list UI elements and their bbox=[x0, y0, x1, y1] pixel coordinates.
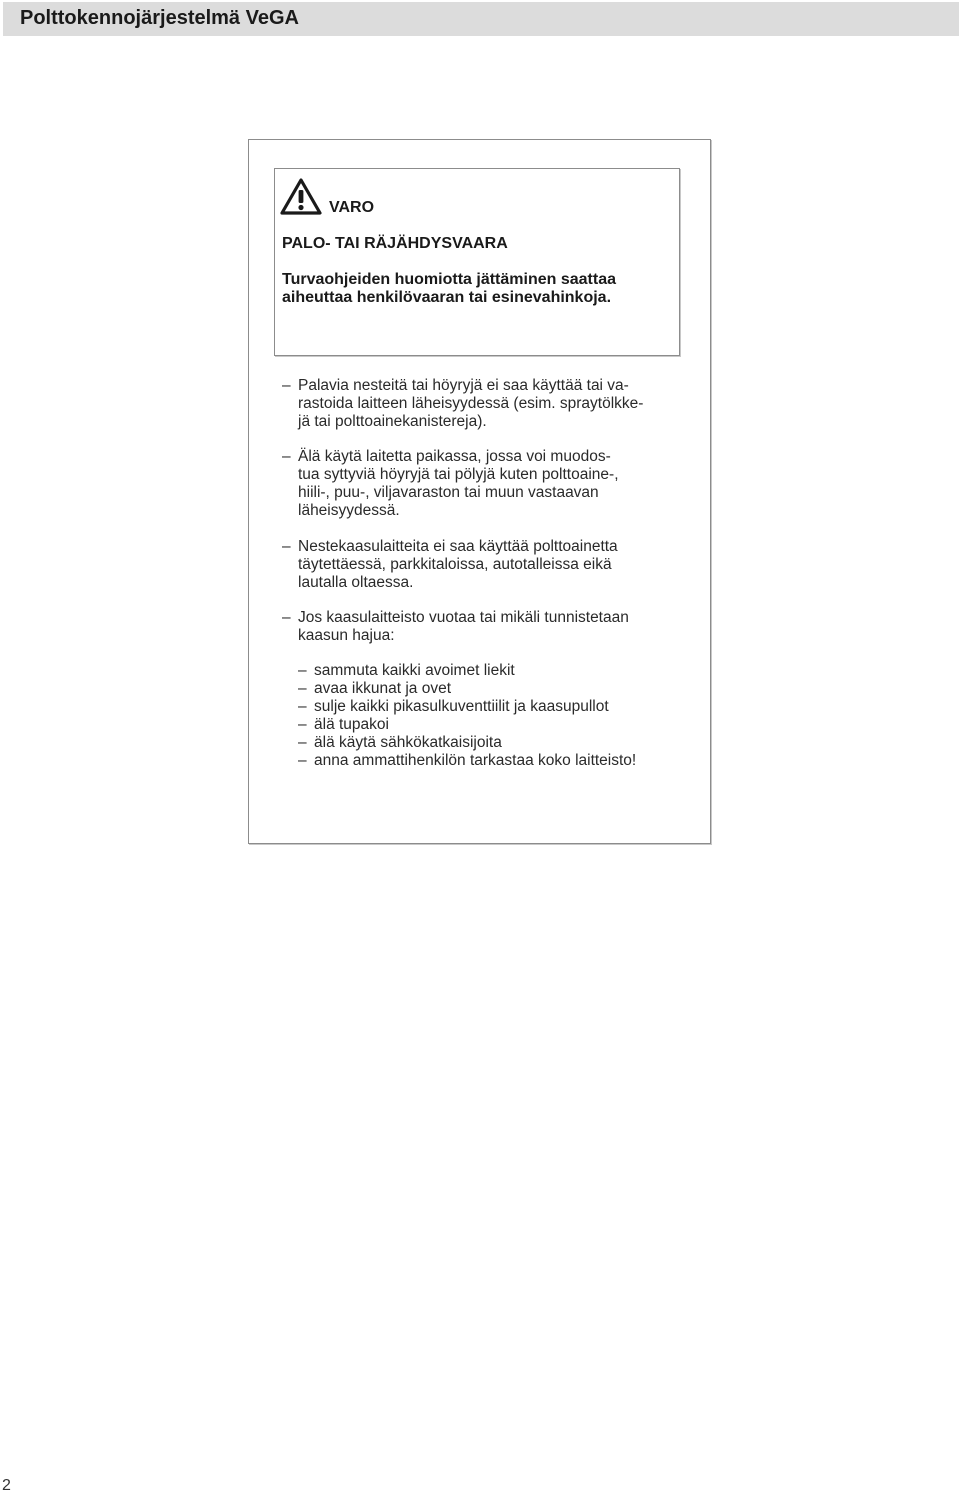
instruction-line: Nestekaasulaitteita ei saa käyttää polttoainetta bbox=[298, 538, 618, 555]
leak-step: älä tupakoi bbox=[314, 716, 389, 733]
instruction-line: lautalla oltaessa. bbox=[298, 574, 414, 591]
list-bullet: – bbox=[298, 734, 307, 751]
warning-triangle-icon bbox=[280, 178, 322, 215]
instruction-item bbox=[298, 377, 643, 431]
instruction-line: jä tai polttoainekanistereja). bbox=[298, 413, 487, 430]
list-bullet: – bbox=[282, 448, 291, 465]
page-number: 2 bbox=[2, 1477, 11, 1494]
instruction-line: Älä käytä laitetta paikassa, jossa voi muodos- bbox=[298, 448, 611, 465]
instruction-line: hiili-, puu-, viljavaraston tai muun vastaavan bbox=[298, 484, 599, 501]
list-bullet: – bbox=[298, 698, 307, 715]
hazard-title: PALO- TAI RÄJÄHDYSVAARA bbox=[282, 235, 508, 252]
leak-step: sulje kaikki pikasulkuventtiilit ja kaasupullot bbox=[314, 698, 609, 715]
list-bullet: – bbox=[282, 538, 291, 555]
leak-step: anna ammattihenkilön tarkastaa koko laitteisto! bbox=[314, 752, 637, 769]
instruction-item bbox=[298, 609, 629, 645]
list-bullet: – bbox=[298, 752, 307, 769]
leak-step: avaa ikkunat ja ovet bbox=[314, 680, 452, 697]
instruction-line: täytettäessä, parkkitaloissa, autotalleissa eikä bbox=[298, 556, 612, 573]
instruction-line: Jos kaasulaitteisto vuotaa tai mikäli tunnistetaan bbox=[298, 609, 629, 626]
hazard-text-line: Turvaohjeiden huomiotta jättäminen saattaa bbox=[282, 271, 616, 288]
instruction-line: Palavia nesteitä tai höyryjä ei saa käyttää tai va- bbox=[298, 377, 629, 394]
list-bullet: – bbox=[298, 662, 307, 679]
list-bullet: – bbox=[282, 377, 291, 394]
instruction-item bbox=[298, 538, 618, 592]
instruction-line: läheisyydessä. bbox=[298, 502, 400, 519]
list-bullet: – bbox=[298, 680, 307, 697]
leak-step: sammuta kaikki avoimet liekit bbox=[314, 662, 515, 679]
hazard-text-line: aiheuttaa henkilövaaran tai esinevahinkoja. bbox=[282, 289, 612, 306]
warning-label: VARO bbox=[329, 199, 375, 216]
header-bar bbox=[3, 2, 959, 36]
hazard-text bbox=[282, 271, 616, 307]
instruction-item bbox=[298, 448, 619, 520]
instruction-line: kaasun hajua: bbox=[298, 627, 395, 644]
instruction-line: rastoida laitteen läheisyydessä (esim. spraytölkke- bbox=[298, 395, 644, 412]
list-bullet: – bbox=[298, 716, 307, 733]
instruction-line: tua syttyviä höyryjä tai pölyjä kuten polttoaine-, bbox=[298, 466, 619, 483]
warning-box bbox=[274, 168, 680, 356]
list-bullet: – bbox=[282, 609, 291, 626]
leak-step: älä käytä sähkökatkaisijoita bbox=[314, 734, 502, 751]
page-title: Polttokennojärjestelmä VeGA bbox=[20, 7, 299, 29]
